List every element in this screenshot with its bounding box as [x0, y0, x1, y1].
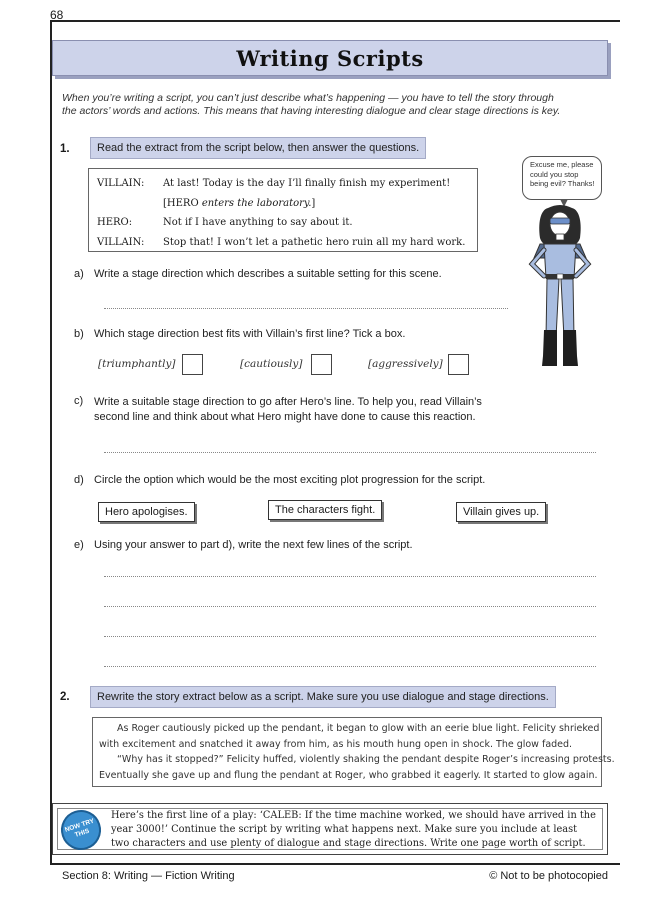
- q1c-line-1: Write a suitable stage direction to go after Hero’s line. To help you, read Villain’s: [94, 396, 482, 408]
- intro-text: [62, 92, 602, 118]
- story-line: “Why has it stopped?” Felicity huffed, violently shaking the pendant despite Roger’s increasing protests.: [117, 754, 615, 765]
- q1-instruction: Read the extract from the script below, then answer the questions.: [90, 137, 426, 159]
- choice-villain-gives-up[interactable]: Villain gives up.: [456, 502, 546, 522]
- speech-bubble: Excuse me, please could you stop being evil? Thanks!: [522, 156, 602, 200]
- script-line: Stop that! I won’t let a pathetic hero ruin all my hard work.: [163, 236, 466, 248]
- now-try-this-box: [52, 803, 608, 855]
- script-row: [97, 213, 477, 233]
- script-line: At last! Today is the day I’ll finally finish my experiment!: [163, 178, 451, 190]
- stage-direction-line: [163, 198, 315, 209]
- q1d-letter: d): [74, 474, 84, 486]
- script-row: [97, 194, 477, 214]
- q1a-letter: a): [74, 268, 84, 280]
- tick-box-aggressively[interactable]: [448, 354, 469, 375]
- q1e-answer-line[interactable]: [104, 636, 596, 637]
- stage-direction-italic: enters the laboratory.: [201, 197, 312, 209]
- now-try-this-line: year 3000!’ Continue the script by writing what happens next. Make sure you include at least: [111, 824, 578, 835]
- q1e-answer-line[interactable]: [104, 576, 596, 577]
- q1c-line-2: second line and think about what Hero might have done to cause this reaction.: [94, 411, 476, 423]
- option-aggressively: [aggressively]: [368, 358, 443, 370]
- now-try-this-text: [111, 809, 596, 851]
- option-cautiously: [cautiously]: [240, 358, 303, 370]
- q1c-answer-line[interactable]: [104, 452, 596, 453]
- q1a-answer-line[interactable]: [104, 308, 508, 309]
- footer-copyright: © Not to be photocopied: [489, 870, 608, 882]
- q1a-text: Write a stage direction which describes a suitable setting for this scene.: [94, 268, 442, 280]
- choice-hero-apologises[interactable]: Hero apologises.: [98, 502, 195, 522]
- story-line: with excitement and snatched it away from him, as his mouth hung open in shock. The glow faded.: [99, 738, 573, 750]
- now-try-this-line: Here’s the first line of a play: ‘CALEB: If the time machine worked, we should have arrived in the: [111, 810, 596, 821]
- q1e-letter: e): [74, 539, 84, 551]
- q1e-answer-line[interactable]: [104, 606, 596, 607]
- tick-box-triumphantly[interactable]: [182, 354, 203, 375]
- intro-line-1: When you’re writing a script, you can’t just describe what’s happening — you have to tell the story through: [62, 92, 554, 104]
- q1e-text: Using your answer to part d), write the next few lines of the script.: [94, 539, 413, 551]
- script-extract: [88, 168, 478, 252]
- story-line: As Roger cautiously picked up the pendant, it began to glow with an eerie blue light. Felicity shrieked: [117, 723, 600, 734]
- tick-box-cautiously[interactable]: [311, 354, 332, 375]
- intro-line-2: the actors’ words and actions. This means that having interesting dialogue and clear stage directions is key.: [62, 105, 561, 117]
- now-try-this-line: two characters and use plenty of dialogue and stage directions. Write one page worth of script.: [111, 838, 586, 849]
- story-extract: [92, 717, 615, 787]
- q1b-text: Which stage direction best fits with Villain’s first line? Tick a box.: [94, 328, 406, 340]
- page-number: 68: [50, 8, 64, 22]
- now-try-this-badge: NOW TRY THIS: [56, 805, 106, 855]
- story-line: Eventually she gave up and flung the pendant at Roger, who grabbed it eagerly. It started to glow again.: [99, 769, 598, 781]
- script-line: Not if I have anything to say about it.: [163, 217, 353, 229]
- q1d-text: Circle the option which would be the most exciting plot progression for the script.: [94, 474, 486, 486]
- script-speaker: VILLAIN:: [97, 236, 145, 248]
- q2-instruction: Rewrite the story extract below as a script. Make sure you use dialogue and stage directions.: [90, 686, 556, 708]
- footer-section-label: Section 8: Writing — Fiction Writing: [62, 870, 235, 882]
- script-speaker: VILLAIN:: [97, 178, 145, 190]
- q1c-text: [94, 395, 482, 425]
- stage-direction-prefix: [HERO: [163, 197, 202, 209]
- script-row: [97, 174, 477, 194]
- q1e-answer-line[interactable]: [104, 666, 596, 667]
- frame-top-rule: [50, 20, 620, 22]
- choice-characters-fight[interactable]: The characters fight.: [268, 500, 382, 520]
- page-title: Writing Scripts: [236, 45, 424, 71]
- q1b-letter: b): [74, 328, 84, 340]
- frame-left-rule: [50, 20, 52, 864]
- script-row: [97, 233, 477, 253]
- q2-number: 2.: [60, 691, 70, 703]
- frame-bottom-rule: [50, 863, 620, 865]
- script-speaker: HERO:: [97, 217, 133, 229]
- option-triumphantly: [triumphantly]: [98, 358, 176, 370]
- stage-direction-suffix: ]: [311, 197, 316, 209]
- q1-number: 1.: [60, 143, 70, 155]
- hero-character-illustration: [510, 200, 610, 380]
- title-banner: [52, 40, 608, 76]
- q1c-letter: c): [74, 395, 84, 407]
